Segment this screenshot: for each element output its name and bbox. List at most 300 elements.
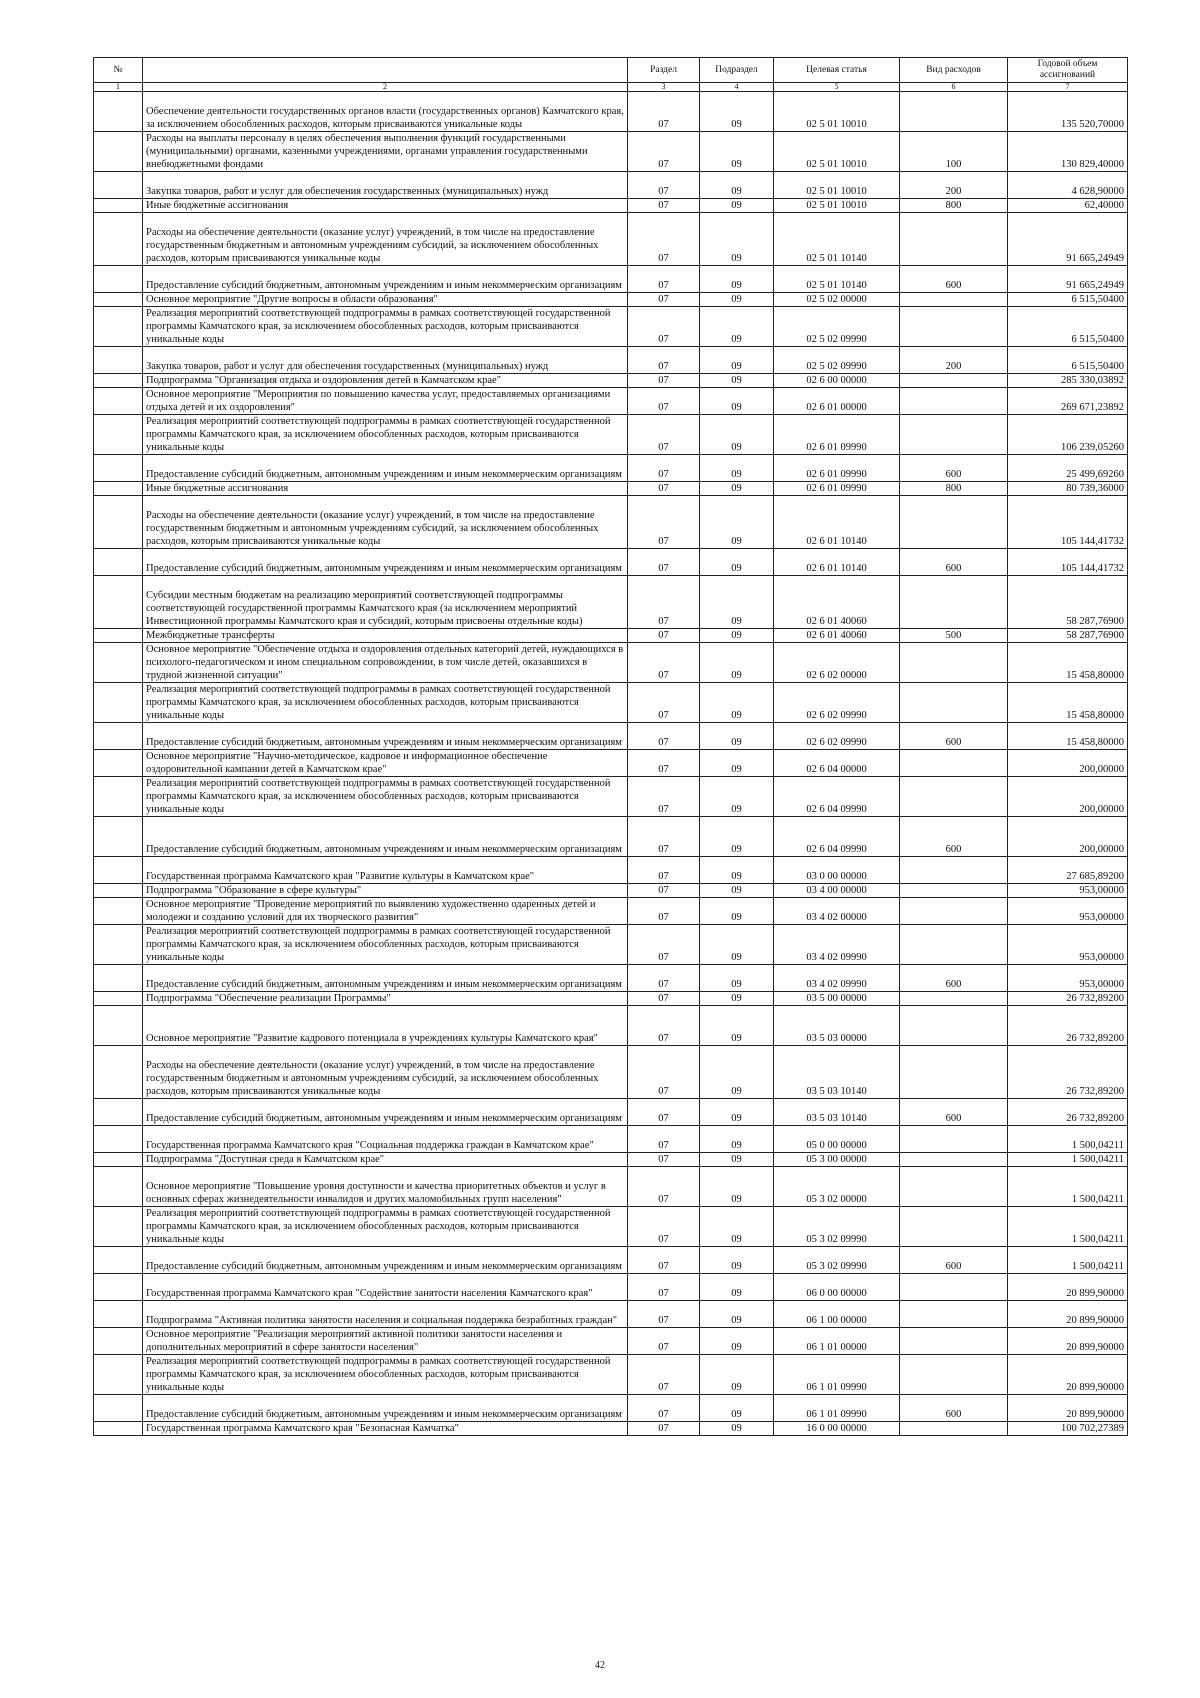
target-article-cell: 06 1 01 09990	[774, 1395, 900, 1422]
target-article-cell: 02 5 02 09990	[774, 307, 900, 347]
expense-type-cell	[900, 1126, 1008, 1153]
section-cell: 07	[628, 629, 700, 643]
expense-type-cell: 600	[900, 1247, 1008, 1274]
target-article-cell: 05 3 02 09990	[774, 1207, 900, 1247]
subsection-cell: 09	[700, 1247, 774, 1274]
row-number-cell	[94, 1422, 143, 1436]
colnum-7: 7	[1008, 83, 1128, 92]
amount-cell: 26 732,89200	[1008, 1006, 1128, 1046]
amount-cell: 25 499,69260	[1008, 455, 1128, 482]
item-name-cell: Расходы на выплаты персоналу в целях обеспечения выполнения функций государственными (муниципальными) органами, казенными учреждениями, органами управления государственными внебюджетными фондами	[143, 132, 628, 172]
page-number: 42	[595, 1660, 605, 1671]
row-number-cell	[94, 1274, 143, 1301]
section-cell: 07	[628, 1153, 700, 1167]
row-number-cell	[94, 1046, 143, 1099]
target-article-cell: 05 3 02 00000	[774, 1167, 900, 1207]
row-number-cell	[94, 898, 143, 925]
header-row	[94, 58, 1128, 83]
target-article-cell: 02 6 04 09990	[774, 777, 900, 817]
row-number-cell	[94, 643, 143, 683]
header-name	[143, 58, 628, 83]
subsection-cell: 09	[700, 1274, 774, 1301]
colnum-5: 5	[774, 83, 900, 92]
subsection-cell: 09	[700, 576, 774, 629]
subsection-cell: 09	[700, 266, 774, 293]
row-number-cell	[94, 777, 143, 817]
item-name-cell: Основное мероприятие "Мероприятия по повышению качества услуг, предоставляемых организациями отдыха детей и их оздоровления"	[143, 388, 628, 415]
subsection-cell: 09	[700, 549, 774, 576]
table-row	[94, 1153, 1128, 1167]
target-article-cell: 02 6 02 09990	[774, 723, 900, 750]
item-name-cell: Реализация мероприятий соответствующей подпрограммы в рамках соответствующей государственной программы Камчатского края, за исключением обособленных расходов, которым присваиваются уникальные коды	[143, 415, 628, 455]
subsection-cell: 09	[700, 1126, 774, 1153]
item-name-cell: Основное мероприятие "Научно-методическое, кадровое и информационное обеспечение оздоровительной кампании детей в Камчатском крае"	[143, 750, 628, 777]
amount-cell: 6 515,50400	[1008, 293, 1128, 307]
item-name-cell: Государственная программа Камчатского края "Развитие культуры в Камчатском крае"	[143, 857, 628, 884]
expense-type-cell: 800	[900, 482, 1008, 496]
item-name-cell: Подпрограмма "Организация отдыха и оздоровления детей в Камчатском крае"	[143, 374, 628, 388]
section-cell: 07	[628, 992, 700, 1006]
section-cell: 07	[628, 199, 700, 213]
target-article-cell: 03 4 02 00000	[774, 898, 900, 925]
subsection-cell: 09	[700, 1167, 774, 1207]
section-cell: 07	[628, 1046, 700, 1099]
expense-type-cell	[900, 307, 1008, 347]
subsection-cell: 09	[700, 1006, 774, 1046]
section-cell: 07	[628, 1355, 700, 1395]
amount-cell: 953,00000	[1008, 965, 1128, 992]
amount-cell: 269 671,23892	[1008, 388, 1128, 415]
section-cell: 07	[628, 1126, 700, 1153]
table-row	[94, 388, 1128, 415]
section-cell: 07	[628, 884, 700, 898]
item-name-cell: Обеспечение деятельности государственных органов власти (государственных органов) Камчатского края, за исключением обособленных расходов, которым присваиваются уникальные коды	[143, 92, 628, 132]
section-cell: 07	[628, 266, 700, 293]
row-number-cell	[94, 750, 143, 777]
amount-cell: 20 899,90000	[1008, 1355, 1128, 1395]
section-cell: 07	[628, 1274, 700, 1301]
subsection-cell: 09	[700, 1395, 774, 1422]
table-row	[94, 777, 1128, 817]
table-row	[94, 549, 1128, 576]
target-article-cell: 02 5 01 10010	[774, 172, 900, 199]
target-article-cell: 02 5 01 10140	[774, 266, 900, 293]
item-name-cell: Предоставление субсидий бюджетным, автономным учреждениям и иным некоммерческим организациям	[143, 817, 628, 857]
row-number-cell	[94, 817, 143, 857]
target-article-cell: 06 1 01 09990	[774, 1355, 900, 1395]
amount-cell: 6 515,50400	[1008, 307, 1128, 347]
row-number-cell	[94, 374, 143, 388]
section-cell: 07	[628, 777, 700, 817]
subsection-cell: 09	[700, 293, 774, 307]
expense-type-cell	[900, 415, 1008, 455]
expense-type-cell	[900, 884, 1008, 898]
expense-type-cell	[900, 213, 1008, 266]
section-cell: 07	[628, 1247, 700, 1274]
row-number-cell	[94, 1207, 143, 1247]
subsection-cell: 09	[700, 172, 774, 199]
amount-cell: 27 685,89200	[1008, 857, 1128, 884]
target-article-cell: 02 6 01 10140	[774, 496, 900, 549]
header-amount: Годовой объем ассигнований	[1008, 58, 1128, 83]
row-number-cell	[94, 293, 143, 307]
row-number-cell	[94, 884, 143, 898]
item-name-cell: Иные бюджетные ассигнования	[143, 482, 628, 496]
target-article-cell: 03 5 03 10140	[774, 1046, 900, 1099]
expense-type-cell	[900, 374, 1008, 388]
table-row	[94, 415, 1128, 455]
expense-type-cell	[900, 496, 1008, 549]
header-section: Раздел	[628, 58, 700, 83]
item-name-cell: Реализация мероприятий соответствующей подпрограммы в рамках соответствующей государственной программы Камчатского края, за исключением обособленных расходов, которым присваиваются уникальные коды	[143, 777, 628, 817]
row-number-cell	[94, 307, 143, 347]
item-name-cell: Реализация мероприятий соответствующей подпрограммы в рамках соответствующей государственной программы Камчатского края, за исключением обособленных расходов, которым присваиваются уникальные коды	[143, 1207, 628, 1247]
table-row	[94, 1422, 1128, 1436]
item-name-cell: Подпрограмма "Активная политика занятости населения и социальная поддержка безработных граждан"	[143, 1301, 628, 1328]
row-number-cell	[94, 1328, 143, 1355]
expense-type-cell: 600	[900, 266, 1008, 293]
target-article-cell: 02 5 01 10010	[774, 92, 900, 132]
expense-type-cell: 600	[900, 723, 1008, 750]
expense-type-cell	[900, 576, 1008, 629]
amount-cell: 1 500,04211	[1008, 1126, 1128, 1153]
target-article-cell: 06 1 01 00000	[774, 1328, 900, 1355]
row-number-cell	[94, 965, 143, 992]
section-cell: 07	[628, 374, 700, 388]
subsection-cell: 09	[700, 1355, 774, 1395]
table-row	[94, 925, 1128, 965]
item-name-cell: Реализация мероприятий соответствующей подпрограммы в рамках соответствующей государственной программы Камчатского края, за исключением обособленных расходов, которым присваиваются уникальные коды	[143, 307, 628, 347]
item-name-cell: Предоставление субсидий бюджетным, автономным учреждениям и иным некоммерческим организациям	[143, 455, 628, 482]
section-cell: 07	[628, 1207, 700, 1247]
section-cell: 07	[628, 172, 700, 199]
section-cell: 07	[628, 898, 700, 925]
row-number-cell	[94, 172, 143, 199]
item-name-cell: Реализация мероприятий соответствующей подпрограммы в рамках соответствующей государственной программы Камчатского края, за исключением обособленных расходов, которым присваиваются уникальные коды	[143, 1355, 628, 1395]
target-article-cell: 06 1 00 00000	[774, 1301, 900, 1328]
table-row	[94, 629, 1128, 643]
item-name-cell: Государственная программа Камчатского края "Содействие занятости населения Камчатского края"	[143, 1274, 628, 1301]
table-row	[94, 817, 1128, 857]
expense-type-cell: 200	[900, 347, 1008, 374]
section-cell: 07	[628, 92, 700, 132]
item-name-cell: Предоставление субсидий бюджетным, автономным учреждениям и иным некоммерческим организациям	[143, 266, 628, 293]
subsection-cell: 09	[700, 132, 774, 172]
row-number-cell	[94, 629, 143, 643]
row-number-cell	[94, 576, 143, 629]
item-name-cell: Предоставление субсидий бюджетным, автономным учреждениям и иным некоммерческим организациям	[143, 1395, 628, 1422]
table-row	[94, 1395, 1128, 1422]
table-row	[94, 1207, 1128, 1247]
subsection-cell: 09	[700, 374, 774, 388]
item-name-cell: Предоставление субсидий бюджетным, автономным учреждениям и иным некоммерческим организациям	[143, 549, 628, 576]
item-name-cell: Подпрограмма "Обеспечение реализации Программы"	[143, 992, 628, 1006]
section-cell: 07	[628, 482, 700, 496]
target-article-cell: 03 0 00 00000	[774, 857, 900, 884]
section-cell: 07	[628, 132, 700, 172]
header-subsection: Подраздел	[700, 58, 774, 83]
target-article-cell: 05 3 02 09990	[774, 1247, 900, 1274]
amount-cell: 130 829,40000	[1008, 132, 1128, 172]
amount-cell: 285 330,03892	[1008, 374, 1128, 388]
target-article-cell: 02 6 01 10140	[774, 549, 900, 576]
table-row	[94, 496, 1128, 549]
target-article-cell: 02 5 02 00000	[774, 293, 900, 307]
header-exp-type: Вид расходов	[900, 58, 1008, 83]
table-row	[94, 750, 1128, 777]
table-row	[94, 455, 1128, 482]
row-number-cell	[94, 1167, 143, 1207]
amount-cell: 106 239,05260	[1008, 415, 1128, 455]
target-article-cell: 02 6 01 40060	[774, 576, 900, 629]
row-number-cell	[94, 132, 143, 172]
expense-type-cell	[900, 1167, 1008, 1207]
item-name-cell: Основное мероприятие "Развитие кадрового потенциала в учреждениях культуры Камчатского края"	[143, 1006, 628, 1046]
section-cell: 07	[628, 1395, 700, 1422]
table-row	[94, 992, 1128, 1006]
item-name-cell: Основное мероприятие "Проведение мероприятий по выявлению художественно одаренных детей и молодежи и созданию условий для их творческого развития"	[143, 898, 628, 925]
section-cell: 07	[628, 925, 700, 965]
section-cell: 07	[628, 293, 700, 307]
table-row	[94, 965, 1128, 992]
expense-type-cell: 800	[900, 199, 1008, 213]
section-cell: 07	[628, 750, 700, 777]
item-name-cell: Предоставление субсидий бюджетным, автономным учреждениям и иным некоммерческим организациям	[143, 965, 628, 992]
colnum-2: 2	[143, 83, 628, 92]
table-row	[94, 307, 1128, 347]
amount-cell: 953,00000	[1008, 898, 1128, 925]
section-cell: 07	[628, 307, 700, 347]
item-name-cell: Предоставление субсидий бюджетным, автономным учреждениям и иным некоммерческим организациям	[143, 1247, 628, 1274]
target-article-cell: 06 0 00 00000	[774, 1274, 900, 1301]
subsection-cell: 09	[700, 965, 774, 992]
expense-type-cell: 200	[900, 172, 1008, 199]
row-number-cell	[94, 723, 143, 750]
subsection-cell: 09	[700, 1099, 774, 1126]
item-name-cell: Подпрограмма "Доступная среда в Камчатском крае"	[143, 1153, 628, 1167]
table-row	[94, 374, 1128, 388]
item-name-cell: Государственная программа Камчатского края "Безопасная Камчатка"	[143, 1422, 628, 1436]
section-cell: 07	[628, 388, 700, 415]
amount-cell: 15 458,80000	[1008, 683, 1128, 723]
amount-cell: 105 144,41732	[1008, 549, 1128, 576]
row-number-cell	[94, 549, 143, 576]
subsection-cell: 09	[700, 347, 774, 374]
table-row	[94, 172, 1128, 199]
expense-type-cell: 600	[900, 549, 1008, 576]
expense-type-cell: 600	[900, 965, 1008, 992]
amount-cell: 15 458,80000	[1008, 643, 1128, 683]
expense-type-cell	[900, 1153, 1008, 1167]
amount-cell: 26 732,89200	[1008, 1046, 1128, 1099]
amount-cell: 1 500,04211	[1008, 1153, 1128, 1167]
subsection-cell: 09	[700, 482, 774, 496]
row-number-cell	[94, 496, 143, 549]
target-article-cell: 03 5 03 10140	[774, 1099, 900, 1126]
target-article-cell: 16 0 00 00000	[774, 1422, 900, 1436]
row-number-cell	[94, 683, 143, 723]
expense-type-cell	[900, 898, 1008, 925]
table-row	[94, 1274, 1128, 1301]
subsection-cell: 09	[700, 213, 774, 266]
header-target: Целевая статья	[774, 58, 900, 83]
table-row	[94, 723, 1128, 750]
expense-type-cell	[900, 1006, 1008, 1046]
table-row	[94, 884, 1128, 898]
target-article-cell: 02 6 04 00000	[774, 750, 900, 777]
row-number-cell	[94, 1247, 143, 1274]
section-cell: 07	[628, 1006, 700, 1046]
expense-type-cell	[900, 1328, 1008, 1355]
item-name-cell: Закупка товаров, работ и услуг для обеспечения государственных (муниципальных) нужд	[143, 172, 628, 199]
section-cell: 07	[628, 723, 700, 750]
table-row	[94, 1355, 1128, 1395]
target-article-cell: 03 4 02 09990	[774, 925, 900, 965]
amount-cell: 105 144,41732	[1008, 496, 1128, 549]
subsection-cell: 09	[700, 1046, 774, 1099]
colnum-1: 1	[94, 83, 143, 92]
subsection-cell: 09	[700, 92, 774, 132]
row-number-cell	[94, 1355, 143, 1395]
amount-cell: 26 732,89200	[1008, 992, 1128, 1006]
amount-cell: 953,00000	[1008, 925, 1128, 965]
amount-cell: 15 458,80000	[1008, 723, 1128, 750]
table-row	[94, 643, 1128, 683]
subsection-cell: 09	[700, 455, 774, 482]
item-name-cell: Расходы на обеспечение деятельности (оказание услуг) учреждений, в том числе на предоставление государственным бюджетным и автономным учреждениям субсидий, за исключением обособленных расходов, которым присваиваются уникальные коды	[143, 496, 628, 549]
section-cell: 07	[628, 213, 700, 266]
target-article-cell: 02 6 00 00000	[774, 374, 900, 388]
expense-type-cell	[900, 925, 1008, 965]
section-cell: 07	[628, 1301, 700, 1328]
target-article-cell: 02 6 01 00000	[774, 388, 900, 415]
expense-type-cell	[900, 777, 1008, 817]
target-article-cell: 02 6 01 09990	[774, 482, 900, 496]
expense-type-cell	[900, 1355, 1008, 1395]
table-row	[94, 1099, 1128, 1126]
subsection-cell: 09	[700, 683, 774, 723]
item-name-cell: Основное мероприятие "Реализация мероприятий активной политики занятости населения и дополнительных мероприятий в сфере занятости населения"	[143, 1328, 628, 1355]
item-name-cell: Расходы на обеспечение деятельности (оказание услуг) учреждений, в том числе на предоставление государственным бюджетным и автономным учреждениям субсидий, за исключением обособленных расходов, которым присваиваются уникальные коды	[143, 1046, 628, 1099]
subsection-cell: 09	[700, 1207, 774, 1247]
table-row	[94, 576, 1128, 629]
amount-cell: 20 899,90000	[1008, 1328, 1128, 1355]
row-number-cell	[94, 199, 143, 213]
colnum-6: 6	[900, 83, 1008, 92]
subsection-cell: 09	[700, 643, 774, 683]
row-number-cell	[94, 482, 143, 496]
subsection-cell: 09	[700, 307, 774, 347]
subsection-cell: 09	[700, 629, 774, 643]
amount-cell: 1 500,04211	[1008, 1207, 1128, 1247]
header-no: №	[94, 58, 143, 83]
amount-cell: 20 899,90000	[1008, 1395, 1128, 1422]
expense-type-cell	[900, 1046, 1008, 1099]
amount-cell: 58 287,76900	[1008, 629, 1128, 643]
section-cell: 07	[628, 1328, 700, 1355]
row-number-cell	[94, 455, 143, 482]
row-number-cell	[94, 1099, 143, 1126]
amount-cell: 80 739,36000	[1008, 482, 1128, 496]
subsection-cell: 09	[700, 723, 774, 750]
target-article-cell: 05 3 00 00000	[774, 1153, 900, 1167]
column-number-row	[94, 83, 1128, 92]
subsection-cell: 09	[700, 388, 774, 415]
target-article-cell: 02 6 01 09990	[774, 415, 900, 455]
amount-cell: 1 500,04211	[1008, 1167, 1128, 1207]
subsection-cell: 09	[700, 857, 774, 884]
expense-type-cell	[900, 293, 1008, 307]
target-article-cell: 02 6 02 09990	[774, 683, 900, 723]
subsection-cell: 09	[700, 992, 774, 1006]
table-row	[94, 1301, 1128, 1328]
amount-cell: 20 899,90000	[1008, 1301, 1128, 1328]
target-article-cell: 02 6 01 09990	[774, 455, 900, 482]
subsection-cell: 09	[700, 777, 774, 817]
table-row	[94, 1046, 1128, 1099]
item-name-cell: Предоставление субсидий бюджетным, автономным учреждениям и иным некоммерческим организациям	[143, 1099, 628, 1126]
table-row	[94, 482, 1128, 496]
amount-cell: 91 665,24949	[1008, 213, 1128, 266]
item-name-cell: Основное мероприятие "Повышение уровня доступности и качества приоритетных объектов и услуг в основных сферах жизнедеятельности инвалидов и других маломобильных групп населения"	[143, 1167, 628, 1207]
target-article-cell: 02 5 01 10140	[774, 213, 900, 266]
amount-cell: 953,00000	[1008, 884, 1128, 898]
table-row	[94, 1126, 1128, 1153]
section-cell: 07	[628, 347, 700, 374]
amount-cell: 91 665,24949	[1008, 266, 1128, 293]
amount-cell: 100 702,27389	[1008, 1422, 1128, 1436]
table-row	[94, 1006, 1128, 1046]
expense-type-cell: 100	[900, 132, 1008, 172]
amount-cell: 20 899,90000	[1008, 1274, 1128, 1301]
row-number-cell	[94, 857, 143, 884]
target-article-cell: 05 0 00 00000	[774, 1126, 900, 1153]
table-row	[94, 1247, 1128, 1274]
amount-cell: 135 520,70000	[1008, 92, 1128, 132]
subsection-cell: 09	[700, 884, 774, 898]
amount-cell: 200,00000	[1008, 817, 1128, 857]
target-article-cell: 03 5 00 00000	[774, 992, 900, 1006]
section-cell: 07	[628, 1167, 700, 1207]
row-number-cell	[94, 1301, 143, 1328]
section-cell: 07	[628, 965, 700, 992]
table-row	[94, 347, 1128, 374]
item-name-cell: Государственная программа Камчатского края "Социальная поддержка граждан в Камчатском крае"	[143, 1126, 628, 1153]
expense-type-cell	[900, 1274, 1008, 1301]
amount-cell: 1 500,04211	[1008, 1247, 1128, 1274]
section-cell: 07	[628, 415, 700, 455]
row-number-cell	[94, 213, 143, 266]
row-number-cell	[94, 388, 143, 415]
item-name-cell: Межбюджетные трансферты	[143, 629, 628, 643]
item-name-cell: Закупка товаров, работ и услуг для обеспечения государственных (муниципальных) нужд	[143, 347, 628, 374]
expense-type-cell: 600	[900, 817, 1008, 857]
expense-type-cell: 500	[900, 629, 1008, 643]
expense-type-cell	[900, 1301, 1008, 1328]
section-cell: 07	[628, 857, 700, 884]
target-article-cell: 02 5 01 10010	[774, 199, 900, 213]
amount-cell: 6 515,50400	[1008, 347, 1128, 374]
expense-type-cell	[900, 683, 1008, 723]
row-number-cell	[94, 1153, 143, 1167]
table-row	[94, 199, 1128, 213]
section-cell: 07	[628, 455, 700, 482]
expense-type-cell: 600	[900, 1099, 1008, 1126]
section-cell: 07	[628, 496, 700, 549]
section-cell: 07	[628, 683, 700, 723]
table-body	[94, 92, 1128, 1436]
row-number-cell	[94, 1126, 143, 1153]
